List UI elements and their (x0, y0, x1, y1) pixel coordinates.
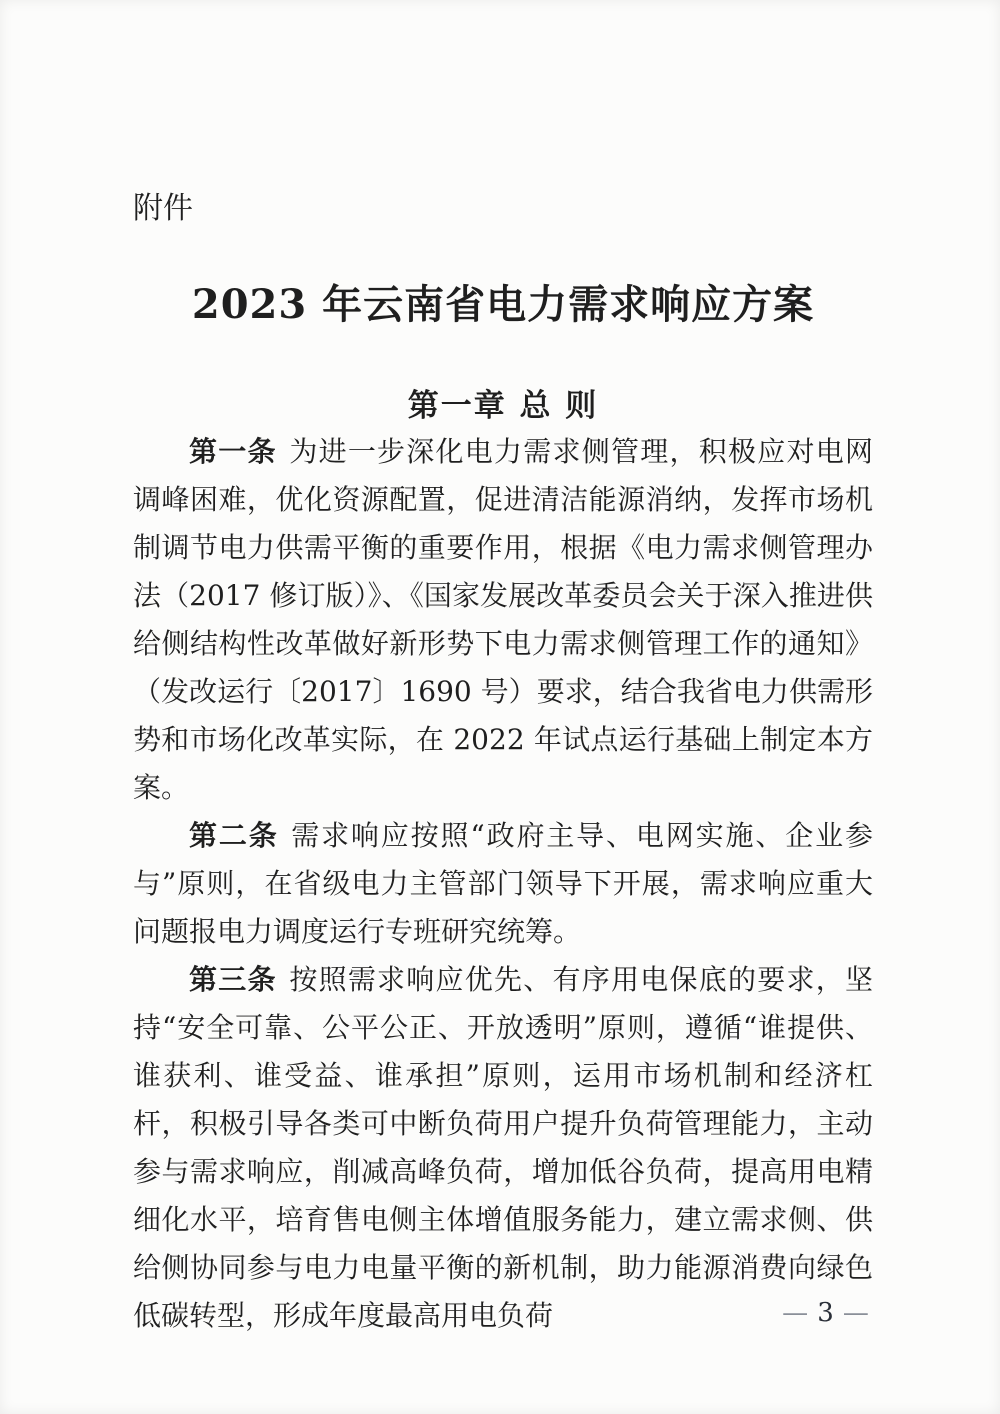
article-paragraph-1 (133, 428, 873, 812)
article-1-number: 第一条 (189, 435, 277, 468)
article-paragraph-3 (133, 956, 873, 1340)
article-2-number: 第二条 (189, 819, 279, 852)
article-3-text: 按照需求响应优先、有序用电保底的要求，坚持“安全可靠、公平公正、开放透明”原则，遵循“谁提供、谁获利、谁受益、谁承担”原则，运用市场机制和经济杠杆，积极引导各类可中断负荷用户提升负荷管理能力，主动参与需求响应，削减高峰负荷，增加低谷负荷，提高用电精细化水平，培育售电侧主体增值服务能力，建立需求侧、供给侧协同参与电力电量平衡的新机制，助力能源消费向绿色低碳转型，形成年度最高用电负荷 (133, 963, 873, 1332)
article-paragraph-2 (133, 812, 873, 956)
article-2-text: 需求响应按照“政府主导、电网实施、企业参与”原则，在省级电力主管部门领导下开展，需求响应重大问题报电力调度运行专班研究统筹。 (133, 819, 873, 948)
document-title: 2023 年云南省电力需求响应方案 (191, 281, 815, 328)
document-body (133, 428, 873, 1340)
page-number-value: 3 (817, 1298, 834, 1328)
page-number-dash-right: — (842, 1298, 869, 1328)
attachment-label: 附件 (133, 191, 193, 226)
article-3-number: 第三条 (189, 963, 277, 996)
chapter-heading: 第一章 总 则 (407, 388, 599, 424)
article-1-text: 为进一步深化电力需求侧管理，积极应对电网调峰困难，优化资源配置，促进清洁能源消纳，发挥市场机制调节电力供需平衡的重要作用，根据《电力需求侧管理办法（2017 修订版）》、《国家发展改革委员会关于深入推进供给侧结构性改革做好新形势下电力需求侧管理工作的通知》（发改运行〔2017〕1690 号）要求，结合我省电力供需形势和市场化改革实际，在 2022 年试点运行基础上制定本方案。 (133, 435, 873, 804)
page-number (773, 1298, 878, 1328)
page-number-dash-left: — (782, 1298, 809, 1328)
